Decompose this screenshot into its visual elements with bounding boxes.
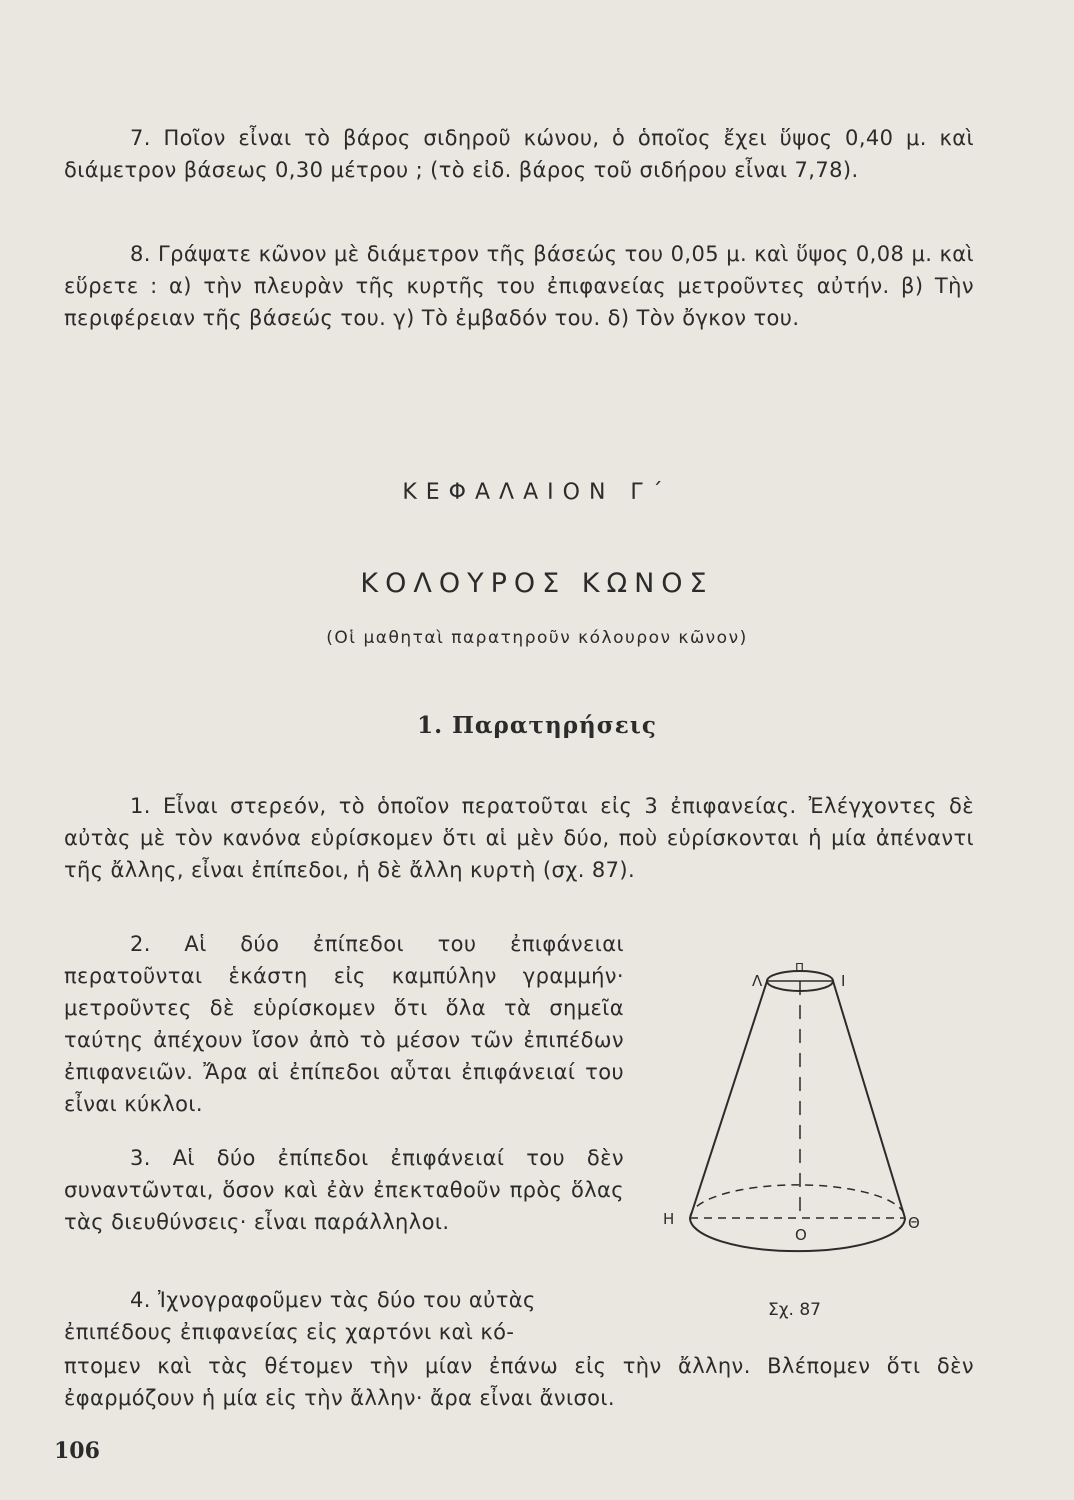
truncated-cone-figure bbox=[655, 958, 930, 1258]
label-lambda: Λ bbox=[752, 972, 763, 990]
label-theta: Θ bbox=[908, 1214, 920, 1232]
label-pi: Π bbox=[795, 961, 805, 975]
label-omicron: Ο bbox=[795, 1226, 807, 1244]
observation-4-continuation: πτομεν καὶ τὰς θέτομεν τὴν μίαν ἐπάνω εἰς τὴν ἄλλην. Βλέπομεν ὅτι δὲν ἐφαρμόζουν ἡ μία εἰς τὴν ἄλλην· ἄρα εἶναι ἄνισοι. bbox=[64, 1354, 974, 1410]
section-heading: 1. Παρατηρήσεις bbox=[417, 712, 657, 739]
observation-1: 1. Εἶναι στερεόν, τὸ ὁποῖον περατοῦται εἰς 3 ἐπιφανείας. Ἐλέγχοντες δὲ αὐτὰς μὲ τὸν κανόνα εὑρίσκομεν ὅτι αἱ μὲν δύο, ποὺ εὑρίσκονται ἡ μία ἀπέναντι τῆς ἄλλης, εἶναι ἐπίπεδοι, ἡ δὲ ἄλλη κυρτὴ (σχ. 87). bbox=[64, 794, 974, 882]
bottom-circle-back bbox=[690, 1185, 905, 1218]
observation-4-line-1: 4. Ἰχνογραφοῦμεν τὰς δύο του αὐτὰς bbox=[130, 1288, 536, 1312]
label-iota: Ι bbox=[841, 972, 846, 990]
observation-3: 3. Αἱ δύο ἐπίπεδοι ἐπιφάνειαί του δὲν συναντῶνται, ὅσον καὶ ἐὰν ἐπεκταθοῦν πρὸς ὅλας τὰς διευθύνσεις· εἶναι παράλληλοι. bbox=[64, 1146, 624, 1234]
page-number: 106 bbox=[54, 1438, 100, 1464]
exercise-8: 8. Γράψατε κῶνον μὲ διάμετρον τῆς βάσεώς του 0,05 μ. καὶ ὕψος 0,08 μ. καὶ εὕρετε : α) τὴν πλευρὰν τῆς κυρτῆς του ἐπιφανείας μετροῦντες αὐτήν. β) Τὴν περιφέρειαν τῆς βάσεώς του. γ) Τὸ ἐμβαδόν του. δ) Τὸν ὄγκον του. bbox=[64, 242, 974, 330]
observation-2: 2. Αἱ δύο ἐπίπεδοι του ἐπιφάνειαι περατοῦνται ἑκάστη εἰς καμπύλην γραμμήν· μετροῦντες δὲ εὑρίσκομεν ὅτι ὅλα τὰ σημεῖα ταύτης ἀπέχουν ἴσον ἀπὸ τὸ μέσον τῶν ἐπιπέδων ἐπιφανειῶν. Ἄρα αἱ ἐπίπεδοι αὗται ἐπιφάνειαί του εἶναι κύκλοι. bbox=[64, 932, 624, 1116]
chapter-subtitle: (Οἱ μαθηταὶ παρατηροῦν κόλουρον κῶνον) bbox=[326, 628, 748, 648]
chapter-title: ΚΟΛΟΥΡΟΣ ΚΩΝΟΣ bbox=[360, 568, 714, 599]
exercise-7: 7. Ποῖον εἶναι τὸ βάρος σιδηροῦ κώνου, ὁ ὁποῖος ἔχει ὕψος 0,40 μ. καὶ διάμετρον βάσεως 0,30 μέτρου ; (τὸ εἰδ. βάρος τοῦ σιδήρου εἶναι 7,78). bbox=[64, 126, 974, 182]
figure-caption: Σχ. 87 bbox=[768, 1300, 822, 1320]
observation-4-line-2: ἐπιπέδους ἐπιφανείας εἰς χαρτόνι καὶ κό- bbox=[64, 1320, 515, 1344]
label-eta: Η bbox=[663, 1210, 675, 1228]
left-slant-edge bbox=[690, 981, 767, 1218]
chapter-heading: ΚΕΦΑΛΑΙΟΝ Γ΄ bbox=[402, 480, 672, 505]
right-slant-edge bbox=[833, 981, 905, 1218]
